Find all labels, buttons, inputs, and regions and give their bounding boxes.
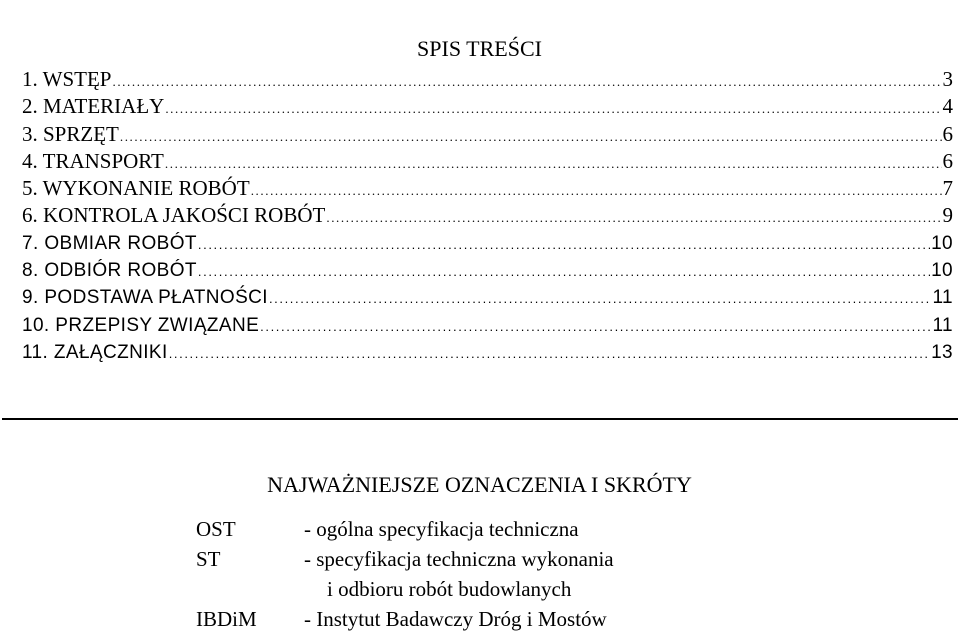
toc-item-2[interactable] — [22, 93, 953, 120]
toc-dot-leader — [165, 104, 941, 114]
toc-item-page: 13 — [931, 341, 953, 363]
toc-item-page: 10 — [931, 232, 953, 254]
toc-item-label: 7. OBMIAR ROBÓT — [22, 232, 197, 254]
toc-item-page: 6 — [942, 148, 953, 173]
toc-dot-leader — [169, 349, 930, 359]
abbreviation-row — [196, 544, 614, 604]
abbreviation-row — [196, 514, 614, 544]
abbreviation-row — [196, 604, 614, 634]
toc-item-page: 3 — [942, 67, 953, 91]
abbreviation-code: IBDiM — [196, 607, 257, 631]
toc-dot-leader — [198, 240, 930, 250]
toc-item-11[interactable] — [22, 339, 953, 366]
toc-item-label: 2. MATERIAŁY — [22, 94, 165, 119]
toc-item-label: 1. WSTĘP — [22, 67, 112, 91]
toc-item-label: 4. TRANSPORT — [22, 148, 164, 173]
toc-item-label: 5. WYKONANIE ROBÓT — [22, 176, 250, 201]
abbreviation-code: OST — [196, 517, 236, 541]
abbreviation-code: ST — [196, 547, 221, 571]
toc-item-3[interactable] — [22, 121, 953, 148]
abbreviation-definition: - Instytut Badawczy Dróg i Mostów — [304, 607, 607, 631]
toc-item-5[interactable] — [22, 175, 953, 202]
toc-item-8[interactable] — [22, 257, 953, 284]
abbreviation-definition-block — [304, 544, 614, 604]
toc-item-6[interactable] — [22, 202, 953, 229]
toc-item-10[interactable] — [22, 312, 953, 339]
toc-title: SPIS TREŚCI — [417, 36, 542, 61]
toc-item-4[interactable] — [22, 148, 953, 175]
toc-dot-leader — [260, 322, 931, 332]
toc-dot-leader — [198, 267, 930, 277]
toc-item-page: 4 — [942, 94, 953, 119]
abbreviations-title: NAJWAŻNIEJSZE OZNACZENIA I SKRÓTY — [267, 472, 692, 497]
toc-item-label: 10. PRZEPISY ZWIĄZANE — [22, 314, 260, 336]
toc-item-page: 6 — [942, 121, 953, 146]
toc-dot-leader — [165, 159, 942, 169]
toc-item-page: 7 — [942, 176, 953, 201]
abbreviation-definition-continued: i odbioru robót budowlanych — [327, 577, 572, 601]
toc-item-9[interactable] — [22, 284, 953, 311]
toc-item-label: 6. KONTROLA JAKOŚCI ROBÓT — [22, 203, 326, 228]
abbreviation-definition: - ogólna specyfikacja techniczna — [304, 517, 579, 541]
toc-item-label: 11. ZAŁĄCZNIKI — [22, 341, 168, 363]
toc-item-page: 11 — [932, 314, 953, 336]
toc-dot-leader — [112, 77, 941, 87]
toc-item-7[interactable] — [22, 230, 953, 257]
toc-dot-leader — [251, 186, 942, 196]
toc-item-1[interactable] — [22, 66, 953, 93]
toc-item-label: 3. SPRZĘT — [22, 121, 119, 146]
toc-dot-leader — [269, 294, 932, 304]
table-of-contents — [22, 66, 953, 366]
section-divider — [2, 418, 958, 420]
toc-item-label: 8. ODBIÓR ROBÓT — [22, 260, 197, 282]
abbreviations-list — [196, 514, 614, 634]
abbreviation-definition: - specyfikacja techniczna wykonania — [304, 547, 614, 571]
toc-item-label: 9. PODSTAWA PŁATNOŚCI — [22, 287, 268, 309]
toc-dot-leader — [326, 213, 941, 223]
toc-item-page: 11 — [932, 287, 953, 309]
toc-item-page: 9 — [942, 203, 953, 228]
toc-item-page: 10 — [931, 260, 953, 282]
toc-dot-leader — [120, 132, 942, 142]
